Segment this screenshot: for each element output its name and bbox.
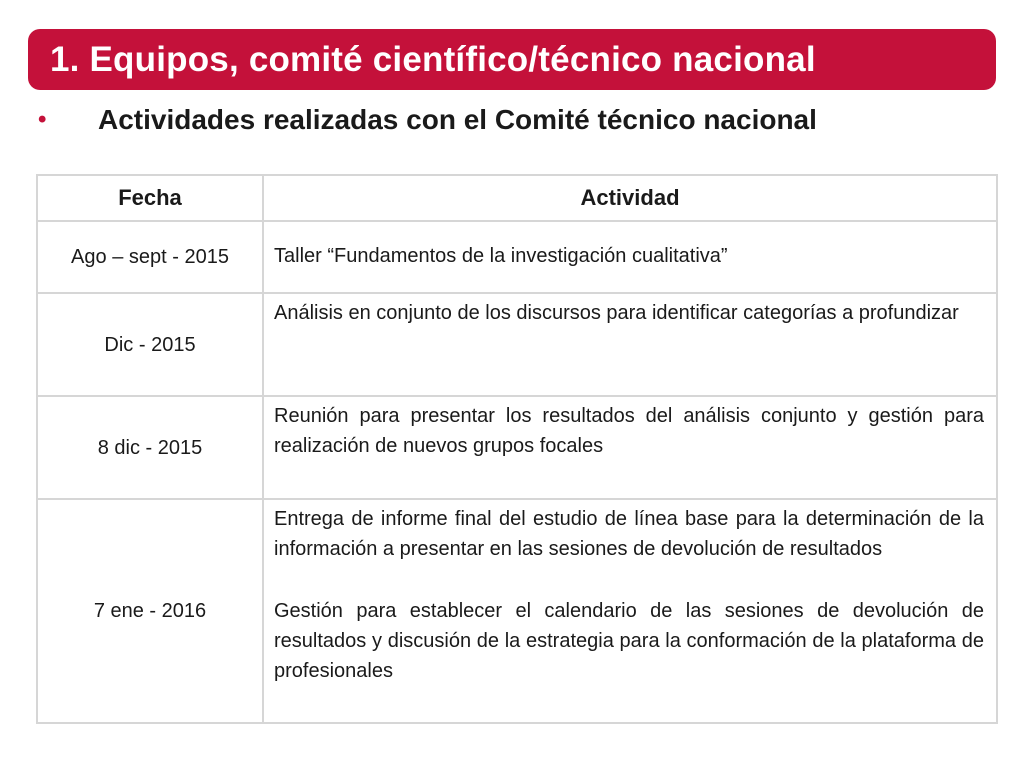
table-row xyxy=(37,293,997,396)
table-row xyxy=(37,396,997,499)
subtitle xyxy=(38,100,817,140)
activity-cell xyxy=(263,396,997,499)
title-bar xyxy=(28,29,996,90)
activity-cell xyxy=(263,221,997,293)
subtitle-text: Actividades realizadas con el Comité técnico nacional xyxy=(98,104,817,135)
date-cell: Dic - 2015 xyxy=(37,293,263,396)
activity-cell xyxy=(263,293,997,396)
activity-text: Análisis en conjunto de los discursos para identificar categorías a profundizar xyxy=(274,302,959,324)
column-header-actividad: Actividad xyxy=(263,175,997,221)
date-cell: Ago – sept - 2015 xyxy=(37,221,263,293)
activity-text: Reunión para presentar los resultados del análisis conjunto y gestión para realización de nuevos grupos focales xyxy=(274,405,984,457)
activities-table xyxy=(36,174,998,724)
activity-text: Entrega de informe final del estudio de línea base para la determinación de la información a presentar en las sesiones de devolución de resultados xyxy=(274,508,984,560)
bullet-marker: • xyxy=(38,106,47,133)
table-row xyxy=(37,499,997,723)
table-row xyxy=(37,221,997,293)
activity-text: Gestión para establecer el calendario de las sesiones de devolución de resultados y discusión de la estrategia para la conformación de la plataforma de profesionales xyxy=(274,600,984,682)
page-title: 1. Equipos, comité científico/técnico nacional xyxy=(50,39,816,79)
date-cell: 8 dic - 2015 xyxy=(37,396,263,499)
activity-text: Taller “Fundamentos de la investigación cualitativa” xyxy=(274,245,728,267)
date-cell: 7 ene - 2016 xyxy=(37,499,263,723)
activity-cell xyxy=(263,499,997,723)
table-header-row xyxy=(37,175,997,221)
column-header-fecha: Fecha xyxy=(37,175,263,221)
